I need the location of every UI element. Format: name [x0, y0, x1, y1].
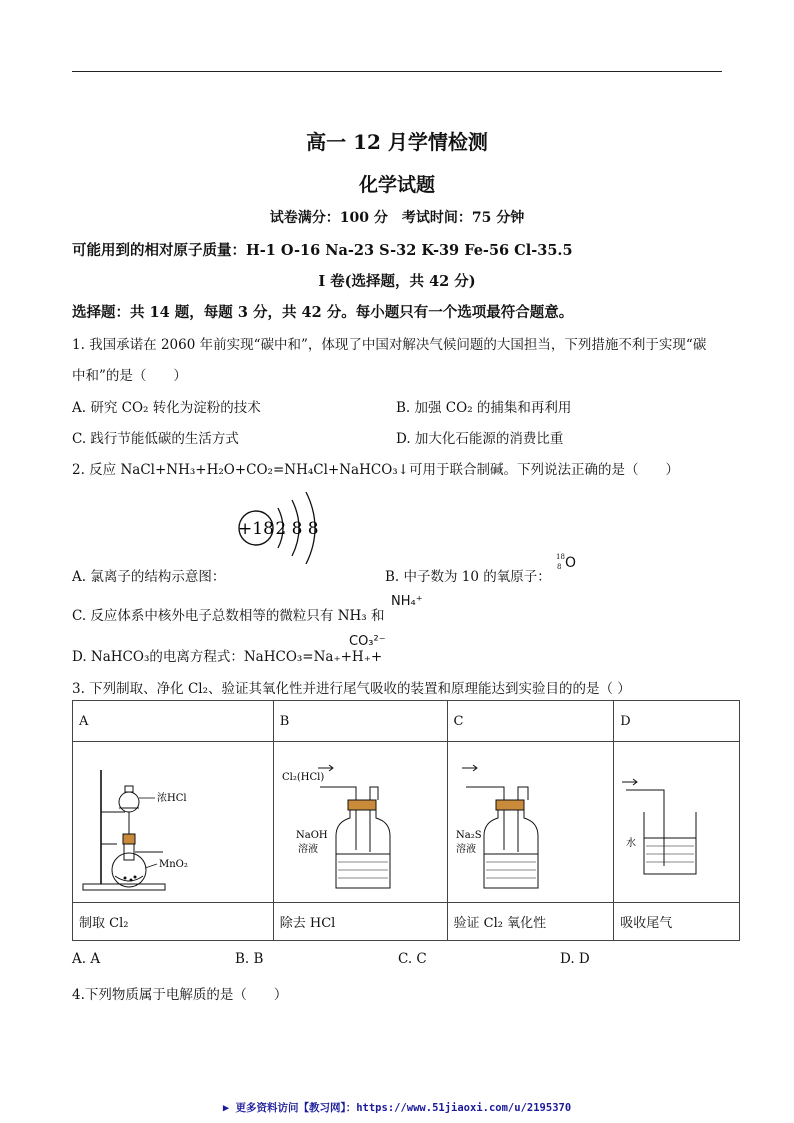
q1-option-c: C. 践行节能低碳的生活方式 — [72, 431, 239, 447]
section-title: I 卷(选择题，共 42 分) — [318, 273, 476, 290]
q3-header-c: C — [447, 701, 614, 742]
exam-title: 高一 12 月学情检测 — [306, 130, 488, 154]
label-water: 水 — [626, 838, 637, 849]
isotope-mass-number: 18 — [556, 553, 565, 561]
header-rule — [72, 71, 722, 72]
q2-option-b: B. 中子数为 10 的氧原子： — [385, 569, 551, 585]
chloride-ion-diagram — [232, 486, 332, 566]
apparatus-b-cell — [273, 742, 447, 903]
q2-stem: 2. 反应 NaCl+NH₃+H₂O+CO₂=NH₄Cl+NaHCO₃↓可用于联合制碱。下列说法正确的是（ ） — [72, 462, 679, 478]
q3-header-d: D — [614, 701, 740, 742]
q1-stem-line1: 1. 我国承诺在 2060 年前实现“碳中和”，体现了中国对解决气候问题的大国担当，下列措施不利于实现“碳 — [72, 337, 707, 353]
q3-purpose-c: 验证 Cl₂ 氧化性 — [447, 903, 614, 941]
isotope-atomic-number: 8 — [557, 563, 562, 571]
ammonium-ion: NH₄⁺ — [391, 594, 423, 609]
label-conc-hcl: 浓HCl — [157, 793, 187, 804]
q3-stem: 3. 下列制取、净化 Cl₂、验证其氧化性并进行尾气吸收的装置和原理能达到实验目的的是（ ） — [72, 681, 631, 697]
q3-purpose-b: 除去 HCl — [273, 903, 447, 941]
apparatus-a-cell — [73, 742, 274, 903]
q1-option-a: A. 研究 CO₂ 转化为淀粉的技术 — [72, 400, 261, 416]
q4-stem: 4.下列物质属于电解质的是（ ） — [72, 987, 288, 1003]
apparatus-a-flask-setup — [73, 742, 272, 898]
q1-option-d: D. 加大化石能源的消费比重 — [396, 431, 564, 447]
atomic-masses: 可能用到的相对原子质量：H-1 O-16 Na-23 S-32 K-39 Fe-56 Cl-35.5 — [72, 242, 573, 259]
q2-option-d: D. NaHCO₃的电离方程式：NaHCO₃=Na₊+H₊+ — [72, 649, 383, 665]
exam-meta: 试卷满分：100 分 考试时间：75 分钟 — [269, 210, 525, 226]
q3-option-d: D. D — [560, 951, 590, 967]
apparatus-b-wash-bottle — [274, 742, 446, 898]
q3-purpose-a: 制取 Cl₂ — [73, 903, 274, 941]
label-mno2: MnO₂ — [159, 859, 188, 870]
footer-link[interactable]: ▶ 更多资料访问【教习网】：https://www.51jiaoxi.com/u/2195370 — [222, 1102, 572, 1114]
apparatus-d-cell — [614, 742, 740, 903]
shell-electrons: 2 8 8 — [275, 519, 319, 539]
nucleus-charge: +18 — [238, 519, 274, 539]
apparatus-c-cell — [447, 742, 614, 903]
q3-purpose-d: 吸收尾气 — [614, 903, 740, 941]
apparatus-d-beaker — [614, 742, 738, 898]
oxygen-isotope-symbol — [556, 553, 582, 577]
q3-option-a: A. A — [72, 951, 101, 967]
label-na2s: Na₂S — [455, 830, 482, 841]
apparatus-c-wash-bottle — [448, 742, 613, 898]
q1-stem-line2: 中和”的是（ ） — [72, 368, 187, 384]
q3-header-b: B — [273, 701, 447, 742]
q3-header-a: A — [73, 701, 274, 742]
q3-apparatus-table — [72, 700, 740, 941]
carbonate-ion: CO₃²⁻ — [349, 634, 386, 649]
q1-option-b: B. 加强 CO₂ 的捕集和再利用 — [396, 400, 572, 416]
label-solution-b: 溶液 — [297, 844, 318, 855]
subject-title: 化学试题 — [358, 174, 435, 196]
q2-option-c: C. 反应体系中核外电子总数相等的微粒只有 NH₃ 和 — [72, 608, 385, 624]
label-solution-c: 溶液 — [455, 844, 476, 855]
isotope-symbol: O — [565, 555, 577, 571]
q3-option-b: B. B — [235, 951, 264, 967]
label-cl2-hcl: Cl₂(HCl) — [281, 772, 324, 783]
q3-option-c: C. C — [398, 951, 427, 967]
label-naoh: NaOH — [295, 830, 328, 841]
q2-option-a: A. 氯离子的结构示意图： — [72, 569, 226, 585]
instructions: 选择题：共 14 题，每题 3 分，共 42 分。每小题只有一个选项最符合题意。 — [72, 304, 574, 321]
